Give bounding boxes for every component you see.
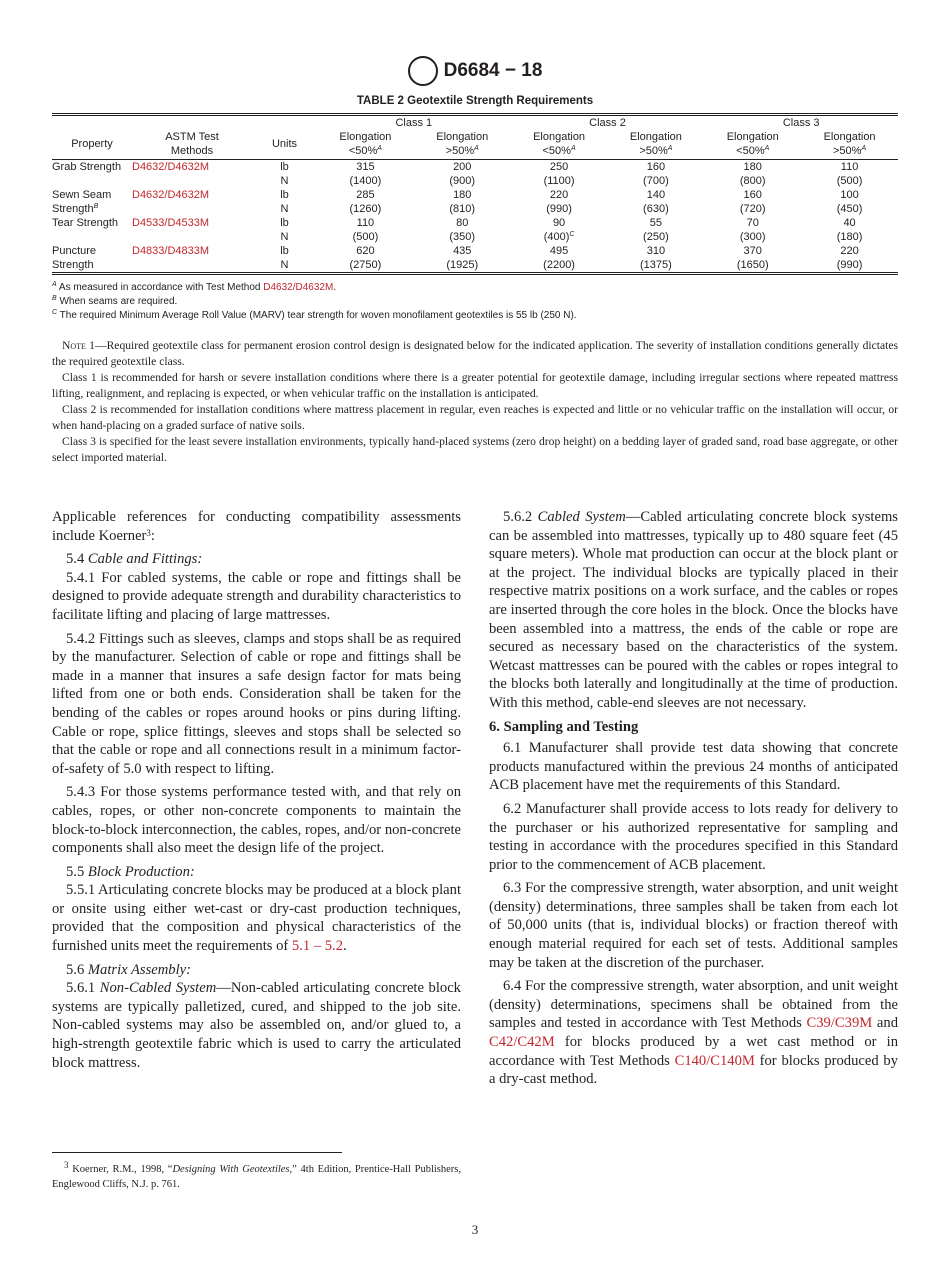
note-label: Note [62,339,86,352]
designation: D6684 − 18 [443,60,543,82]
italic-text: Cabled System [537,509,626,525]
value: (2200) [543,259,575,271]
text: The required Minimum Average Roll Value (MARV) tear strength for woven monofilament geotextiles is 55 lb (250 N). [57,310,577,321]
paragraph [52,863,461,882]
value: 55 [649,217,663,229]
col-elongation-lt [704,130,801,160]
footnote-marker: B [93,203,99,210]
method-cell [132,160,252,175]
value-cell [317,202,414,216]
italic-text: Designing With Geotextiles [172,1164,290,1175]
table-row [52,174,898,188]
value-cell [801,258,898,274]
elongation-label: Elongation [533,131,586,143]
value-cell [511,188,608,202]
note-paragraph [52,370,898,402]
footnote-3 [52,1162,461,1192]
test-method-link[interactable]: D4833/D4833M [132,245,210,257]
value: (1375) [640,259,672,271]
table-footnote [52,281,577,295]
footnote-marker: A [764,145,770,152]
table-footnote [52,309,577,323]
value: (1100) [543,175,575,187]
class-header: Class 3 [782,117,820,129]
value-cell [511,160,608,175]
value: (450) [836,203,863,215]
value-cell [414,258,511,274]
value-cell [801,160,898,175]
value: 285 [356,189,375,201]
value-cell [607,258,704,274]
left-column [52,508,461,1072]
value: (700) [643,175,669,187]
text: . [343,938,347,955]
class-header: Class 1 [395,117,433,129]
value-cell [317,188,414,202]
value: 495 [549,245,569,257]
value: 90 [552,217,566,229]
text: 5.4.1 For cabled systems, the cable or rope and fittings shall be designed to provide adequate strength and durability characteristics to facilitate lifting and placing of large mattresses. [52,569,461,623]
value-cell [607,244,704,258]
footnote-marker: C [52,309,58,316]
value: (1650) [736,259,769,271]
col-elongation-gt [414,130,511,160]
footnote-text [52,1162,461,1192]
value-cell [607,174,704,188]
value-cell [607,188,704,202]
table-row [52,244,898,258]
value-cell [317,244,414,258]
table-footnote [52,295,577,309]
method-cell [132,230,252,244]
elongation-threshold: >50% [445,145,475,157]
method-cell [132,216,252,230]
units-cell: N [280,203,289,215]
value: (990) [836,259,863,271]
footnote-marker: 3 [64,1160,69,1170]
value-cell [414,244,511,258]
value-cell [317,174,414,188]
value: 620 [356,245,375,257]
value: 40 [843,217,856,229]
property-name: Tear Strength [52,217,119,229]
col-elongation-lt [317,130,414,160]
text: 6.1 Manufacturer shall provide test data showing that concrete products manufactured within the previous 24 months of anticipated ACB placement have met the requirements of this Standard. [489,740,898,794]
value: (720) [739,203,766,215]
text: 1—Required geotextile class for permanent erosion control design is designated below for the indicated application. The severity of installation conditions generally dictates the required geotextile class. [52,339,898,368]
text: When seams are required. [56,296,178,307]
value: 110 [356,217,375,229]
units-cell: lb [280,161,289,173]
elongation-threshold: >50% [833,145,862,157]
text: Applicable references for conducting compatibility assessments include Koerner [52,509,461,544]
text: 5.5 [66,863,88,880]
property-cell [52,258,132,274]
footnote-rule [52,1152,342,1153]
text: —Non-cabled articulating concrete block systems are typically palletized, cured, and shipped to the job site. Non-cabled systems may also be assembled on, and/or glued to, a high-strength geotextile fabric which is used to carry the articulated block mattress. [52,980,461,1071]
text: Class 1 is recommended for harsh or severe installation conditions where there is a greater potential for geotextile damage, including irregular sections where repeated mattress lifting, realignment, and replacing is expected, or when vehicular traffic on the installation is anticipated. [52,371,898,400]
value-cell [511,202,608,216]
cross-reference-link[interactable]: C42/C42M [489,1034,555,1051]
property-name: Strength [52,203,94,215]
text: for blocks produced by a dry-cast method. [489,1052,898,1088]
paragraph [52,630,461,779]
table-caption: TABLE 2 Geotextile Strength Requirements [356,95,594,107]
paragraph [52,508,461,545]
footnote-marker: A [570,145,576,152]
text: ,” 4th Edition, Prentice-Hall Publishers, Englewood Cliffs, N.J. p. 761. [52,1164,461,1190]
paragraph [52,881,461,955]
value-cell [511,244,608,258]
value-cell [704,244,801,258]
units-cell: lb [280,245,289,257]
value: 315 [356,161,375,173]
property-name: Strength [52,259,94,271]
method-cell [132,174,252,188]
value: (1925) [446,259,479,271]
test-method-link[interactable]: D4533/D4533M [132,217,210,229]
value: 80 [456,217,469,229]
italic-text: Non-Cabled System [99,980,217,997]
property-name: Grab Strength [52,161,122,173]
col-elongation-gt [607,130,704,160]
text: 6.2 Manufacturer shall provide access to lots ready for delivery to the purchaser or his authorized representative for sampling and testing in accordance with the procedures specified in this Standard prior to the commencement of ACB placement. [489,800,898,873]
value: 110 [840,161,859,173]
value: (180) [836,231,863,243]
value-cell [607,202,704,216]
section-heading: 6. Sampling and Testing [489,718,639,735]
value: (1260) [349,203,382,215]
value: 140 [646,189,666,201]
value-cell [511,174,608,188]
value: (900) [449,175,476,187]
footnote-marker: A [861,145,867,152]
italic-text: Matrix Assembly: [87,961,191,978]
value: 370 [743,245,762,257]
table-row [52,216,898,230]
property-cell [52,216,132,230]
units-cell: N [280,231,289,243]
method-cell [132,188,252,202]
col-elongation-lt [511,130,608,160]
strength-table [52,113,898,275]
table-row [52,188,898,202]
value: 220 [549,189,569,201]
value-cell [704,160,801,175]
value-cell [704,202,801,216]
right-column [489,508,898,1089]
text: : [150,527,155,544]
value-cell [414,230,511,244]
col-elongation-gt [801,130,898,160]
value-cell [801,216,898,230]
value-cell [511,258,608,274]
value-cell [607,160,704,175]
text: 5.4.2 Fittings such as sleeves, clamps and stops shall be as required by the manufacturer. Selection of cable or rope and fittings shall be made in a manner that insures a safe design factor for mats being lifted from one or both ends. Consideration shall be taken for the bending of the cables or ropes around hooks or pins during lifting. Cable or rope, splice fittings, sleeves and stops shall be selected so that the cable or rope and all connections result in a minimum factor-of-safety of 5.0 with respect to lifting. [52,630,461,777]
text: . [333,282,337,293]
italic-text: Block Production: [87,863,195,880]
table-footnotes [52,281,577,323]
text: —Cabled articulating concrete block systems can be assembled into mattresses, typically up to 480 square feet (45 square meters). Whole mat production can occur at the block plant or at the project. The individual blocks are typically placed in their respective matrix positions on a work surface, and the cables or ropes are inserted through the core holes in the block. Once the blocks have been assembled into a mattress, the ends of the cable or rope are secured as necessary based on the characteristics of the system. Wetcast mattresses can be poured with the cables or ropes integral to the blocks both laterally and longitudinally at the time of production. With this method, cable-end sleeves are not necessary. [489,509,898,711]
cross-reference-link[interactable]: C39/C39M [806,1015,873,1032]
value: (1400) [349,175,382,187]
cross-reference-link[interactable]: 5.1 – 5.2 [291,938,343,955]
property-cell [52,230,132,244]
note-1 [52,338,898,466]
value-cell [801,244,898,258]
text: Class 3 is specified for the least severe installation environments, typically hand-placed systems (zero drop height) on a bedding layer of graded sand, road base aggregate, or other select imported material. [52,435,898,464]
text: 5.6.2 [503,509,538,525]
text: 5.4 [66,551,88,568]
value: (810) [449,203,476,215]
text: 6.3 For the compressive strength, water absorption, and unit weight (density) determinations, three samples shall be taken from each lot of 50,000 units (that is, individual blocks) or fraction thereof with enough material required for each set of tests. Additional samples may be taken at the discretion of the purchaser. [489,880,898,971]
value: 200 [453,161,472,173]
value: (990) [546,203,572,215]
paragraph [489,739,898,795]
elongation-threshold: >50% [639,145,668,157]
value: (400) [543,231,570,243]
value: 310 [646,245,666,257]
value: (300) [739,231,766,243]
method-cell [132,244,252,258]
value-cell [607,230,704,244]
page-number: 3 [471,1222,479,1237]
paragraph [52,783,461,857]
footnote-marker: 3 [146,527,151,538]
footnote-marker: B [52,295,57,302]
paragraph [489,879,898,972]
footnote-marker: A [667,145,673,152]
value-cell [317,160,414,175]
table-row [52,230,898,244]
value-cell [414,216,511,230]
value: 435 [453,245,472,257]
value-cell [801,230,898,244]
value: (500) [352,231,379,243]
value-cell [704,258,801,274]
elongation-label: Elongation [726,131,779,143]
property-cell [52,188,132,202]
property-cell [52,244,132,258]
text: Class 2 is recommended for installation conditions where mattress placement in regular, even reaches is expected and little or no vehicular traffic on the installation will occur, or when hand-placing on a graded surface of native soils. [52,403,898,432]
table-row [52,202,898,216]
value: (2750) [349,259,382,271]
units-cell: N [280,175,289,187]
value: 70 [746,217,759,229]
value: (800) [739,175,766,187]
col-methods: ASTM Test Methods [132,130,252,160]
test-method-link[interactable]: D4632/D4632M [132,161,210,173]
footnote-marker: A [52,281,57,288]
text: As measured in accordance with Test Method [56,282,264,293]
property-cell [52,160,132,175]
value-cell [801,202,898,216]
units-cell: N [280,259,289,271]
cross-reference-link[interactable]: C140/C140M [674,1052,755,1069]
value-cell [704,216,801,230]
note-paragraph [52,434,898,466]
value: 250 [549,161,569,173]
paragraph [489,508,898,713]
value: (250) [643,231,669,243]
cross-reference-link[interactable]: D4632/D4632M [263,282,334,293]
value: 160 [743,189,762,201]
astm-logo [408,56,438,86]
footnote-marker: A [377,145,382,152]
value-cell [414,202,511,216]
note-paragraph [52,338,898,370]
value: 160 [646,161,666,173]
paragraph [489,977,898,1089]
text: 5.6.1 [66,980,100,997]
elongation-label: Elongation [339,131,392,143]
table-row [52,160,898,175]
document-header [0,56,950,86]
property-name: Sewn Seam [52,189,112,201]
value: (350) [449,231,476,243]
value: 180 [743,161,762,173]
text: 6.4 For the compressive strength, water absorption, and unit weight (density) determinations, specimens shall be obtained from the samples and tested in accordance with Test Methods [489,978,898,1032]
value-cell [317,216,414,230]
elongation-threshold: <50% [348,145,378,157]
col-property: Property [52,130,132,160]
footnote-marker: C [569,231,575,238]
elongation-label: Elongation [629,131,682,143]
italic-text: Cable and Fittings: [87,551,203,568]
value-cell [317,258,414,274]
text: for blocks produced by a wet cast method or in accordance with Test Methods [489,1034,898,1069]
elongation-label: Elongation [823,131,876,143]
elongation-threshold: <50% [542,145,571,157]
text: 5.6 [66,961,88,978]
class-header: Class 2 [589,117,626,129]
paragraph [52,550,461,569]
col-units: Units [252,130,317,160]
paragraph [52,961,461,980]
method-cell [132,202,252,216]
units-cell: lb [280,189,289,201]
property-cell [52,174,132,188]
value: (500) [836,175,863,187]
footnote-marker: A [474,145,479,152]
paragraph [489,800,898,874]
property-name: Puncture [52,245,97,257]
property-cell [52,202,132,216]
value-cell [414,188,511,202]
note-paragraph [52,402,898,434]
text: Koerner, R.M., 1998, “ [68,1164,173,1175]
value-cell [414,174,511,188]
value: (630) [643,203,669,215]
text: and [872,1015,898,1032]
value-cell [801,174,898,188]
value: 180 [453,189,472,201]
elongation-label: Elongation [436,131,489,143]
paragraph [52,569,461,625]
text: 5.5.1 Articulating concrete blocks may be produced at a block plant or onsite using either wet-cast or dry-cast production techniques, provided that the composition and physical characteristics of the furnished units meet the requirements of [52,882,461,955]
elongation-threshold: <50% [736,145,765,157]
table-row [52,258,898,274]
value-cell [511,216,608,230]
value-cell [704,174,801,188]
value-cell [801,188,898,202]
method-cell [132,258,252,274]
test-method-link[interactable]: D4632/D4632M [132,189,210,201]
value-cell [704,230,801,244]
value-cell [414,160,511,175]
text: 5.4.3 For those systems performance tested with, and that rely on cables, ropes, or other non-concrete components to maintain the block-to-block interconnection, the cables, ropes, and/or non-concrete components shall also meet the design life of the project. [52,784,461,857]
value-cell [704,188,801,202]
units-cell: lb [280,217,289,229]
paragraph [52,979,461,1072]
value-cell [317,230,414,244]
value: 100 [840,189,859,201]
value-cell [511,230,608,244]
value-cell [607,216,704,230]
value: 220 [840,245,859,257]
